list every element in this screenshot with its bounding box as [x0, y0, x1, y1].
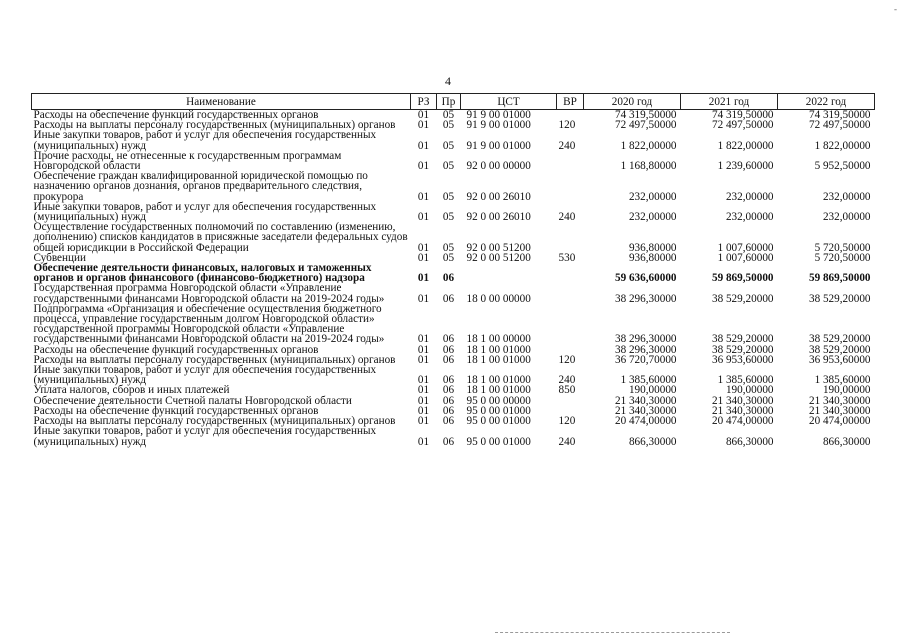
table-row — [32, 263, 875, 283]
header-vr: ВР — [557, 94, 584, 110]
row-cst: 95 0 00 00000 — [466, 394, 531, 407]
row-cst: 92 0 00 26010 — [466, 211, 531, 224]
row-2022: 38 529,20000 — [808, 343, 871, 356]
row-2022: 232,00000 — [822, 211, 871, 224]
row-pr: 05 — [442, 211, 455, 224]
row-pr: 05 — [442, 119, 455, 132]
row-2020: 74 319,50000 — [614, 109, 677, 121]
table-body — [32, 110, 875, 447]
row-2020: 38 296,30000 — [614, 292, 677, 305]
row-2022: 232,00000 — [822, 190, 871, 203]
row-name: Расходы на выплаты персоналу государственных (муниципальных) органов — [33, 353, 396, 366]
row-cst: 92 0 00 26010 — [466, 190, 531, 203]
header-name: Наименование — [32, 94, 411, 110]
table-row — [32, 130, 875, 150]
row-2020: 36 720,70000 — [614, 353, 677, 366]
row-rz: 01 — [417, 374, 430, 387]
row-name: Иные закупки товаров, работ и услуг для обеспечения государственных (муниципальных) нужд — [33, 425, 377, 448]
budget-table — [31, 93, 875, 447]
row-cst: 92 0 00 51200 — [466, 241, 531, 254]
row-name: Расходы на обеспечение функций государственных органов — [33, 109, 319, 121]
table-row — [32, 171, 875, 202]
row-cst: 18 0 00 00000 — [466, 292, 531, 305]
row-name: Прочие расходы, не отнесенные к государственным программам Новгородской области — [33, 149, 342, 173]
row-2022: 38 529,20000 — [808, 333, 871, 346]
row-2022: 1 385,60000 — [814, 374, 871, 387]
row-2020: 1 822,00000 — [620, 139, 677, 152]
row-vr — [557, 283, 584, 303]
row-name: Подпрограмма «Организация и обеспечение осуществления бюджетного процесса, управление государственным долгом Новгородской области» государственной программы Новгородской области «Управление государственными финансами Новгородской области на 2019-2024 годы» — [33, 302, 385, 346]
row-rz: 01 — [417, 160, 430, 173]
row-rz: 01 — [417, 190, 430, 203]
row-rz: 01 — [417, 241, 430, 254]
row-rz: 01 — [417, 415, 430, 428]
row-2021: 20 474,00000 — [711, 415, 774, 428]
row-vr — [557, 396, 584, 406]
row-rz: 01 — [417, 251, 430, 264]
row-rz: 01 — [417, 384, 430, 397]
row-vr: 120 — [558, 415, 576, 428]
row-pr: 06 — [442, 333, 455, 346]
row-cst: 95 0 00 01000 — [466, 415, 531, 428]
row-2022: 59 869,50000 — [808, 272, 871, 285]
row-2021: 232,00000 — [725, 190, 774, 203]
row-rz: 01 — [417, 353, 430, 366]
row-2022: 72 497,50000 — [808, 119, 871, 132]
row-2022: 5 952,50000 — [814, 160, 871, 173]
header-rz: РЗ — [411, 94, 437, 110]
header-2021: 2021 год — [681, 94, 778, 110]
row-rz: 01 — [417, 394, 430, 407]
row-2021: 38 529,20000 — [711, 333, 774, 346]
row-pr: 05 — [442, 190, 455, 203]
row-vr: 240 — [558, 374, 576, 387]
row-rz: 01 — [417, 404, 430, 417]
row-2021: 38 529,20000 — [711, 343, 774, 356]
row-cst: 92 0 00 00000 — [466, 160, 531, 173]
row-cst: 91 9 00 01000 — [466, 139, 531, 152]
row-2021: 21 340,30000 — [711, 394, 774, 407]
row-2021: 1 822,00000 — [717, 139, 774, 152]
table-row — [32, 222, 875, 253]
row-pr: 06 — [442, 384, 455, 397]
row-pr: 05 — [442, 139, 455, 152]
row-2020: 190,00000 — [628, 384, 677, 397]
row-name: Обеспечение деятельности Счетной палаты Новгородской области — [33, 394, 352, 407]
row-vr — [557, 263, 584, 283]
row-pr: 06 — [442, 353, 455, 366]
row-2021: 74 319,50000 — [711, 109, 774, 121]
row-2020: 232,00000 — [628, 190, 677, 203]
row-name: Иные закупки товаров, работ и услуг для обеспечения государственных (муниципальных) нужд — [33, 129, 377, 152]
row-cst: 91 9 00 01000 — [466, 119, 531, 132]
row-pr: 06 — [442, 404, 455, 417]
row-rz: 01 — [417, 119, 430, 132]
row-name: Иные закупки товаров, работ и услуг для обеспечения государственных (муниципальных) нужд — [33, 200, 377, 224]
row-pr: 05 — [442, 109, 455, 121]
row-2021: 1 007,60000 — [717, 241, 774, 254]
row-cst: 95 0 00 01000 — [466, 435, 531, 448]
table-row — [32, 283, 875, 303]
page-number: 4 — [445, 74, 451, 88]
row-vr — [557, 304, 584, 345]
row-2020: 1 168,80000 — [620, 160, 677, 173]
row-cst: 18 1 00 00000 — [466, 333, 531, 346]
row-name: Государственная программа Новгородской области «Управление государственными финансами Новгородской области на 2019-2024 годы» — [33, 282, 385, 305]
row-rz: 01 — [417, 435, 430, 448]
header-pr: Пр — [437, 94, 461, 110]
scan-artifact — [495, 632, 730, 635]
row-cst: 18 1 00 01000 — [466, 353, 531, 366]
row-cst: 18 1 00 01000 — [466, 374, 531, 387]
row-vr — [557, 222, 584, 253]
row-2021: 59 869,50000 — [711, 272, 774, 285]
row-rz: 01 — [417, 333, 430, 346]
row-2022: 38 529,20000 — [808, 292, 871, 305]
row-vr: 240 — [558, 435, 576, 448]
row-rz: 01 — [417, 139, 430, 152]
row-cst: 92 0 00 51200 — [466, 251, 531, 264]
row-name: Субвенции — [33, 251, 86, 264]
row-pr: 06 — [442, 374, 455, 387]
table-header-row — [32, 94, 875, 110]
row-2020: 936,80000 — [628, 241, 677, 254]
row-2021: 190,00000 — [725, 384, 774, 397]
row-2021: 232,00000 — [725, 211, 774, 224]
row-2020: 21 340,30000 — [614, 404, 677, 417]
row-cst: 18 1 00 01000 — [466, 343, 531, 356]
table-row — [32, 365, 875, 385]
row-rz: 01 — [417, 292, 430, 305]
row-2022: 20 474,00000 — [808, 415, 871, 428]
row-2021: 36 953,60000 — [711, 353, 774, 366]
row-2021: 1 007,60000 — [717, 251, 774, 264]
row-pr: 06 — [442, 435, 455, 448]
row-name: Расходы на выплаты персоналу государственных (муниципальных) органов — [33, 415, 396, 428]
row-2022: 36 953,60000 — [808, 353, 871, 366]
row-2021: 1 385,60000 — [717, 374, 774, 387]
row-cst: 18 1 00 01000 — [466, 384, 531, 397]
row-vr: 120 — [558, 119, 576, 132]
row-2021: 21 340,30000 — [711, 404, 774, 417]
row-2020: 20 474,00000 — [614, 415, 677, 428]
row-2022: 74 319,50000 — [808, 109, 871, 121]
row-2022: 5 720,50000 — [814, 241, 871, 254]
table-row — [32, 202, 875, 222]
row-2022: 866,30000 — [822, 435, 871, 448]
row-cst: 91 9 00 01000 — [466, 109, 531, 121]
row-name: Осуществление государственных полномочий по составлению (изменению, дополнению) списков кандидатов в присяжные заседатели федеральных судов общей юрисдикции в Российской Федерации — [33, 221, 408, 254]
row-2020: 59 636,60000 — [614, 272, 677, 285]
row-name: Расходы на обеспечение функций государственных органов — [33, 343, 319, 356]
row-2020: 72 497,50000 — [614, 119, 677, 132]
row-rz: 01 — [417, 343, 430, 356]
row-name: Расходы на выплаты персоналу государственных (муниципальных) органов — [33, 119, 396, 132]
row-2020: 38 296,30000 — [614, 343, 677, 356]
table-row — [32, 426, 875, 446]
header-cst: ЦСТ — [461, 94, 557, 110]
row-pr: 06 — [442, 272, 455, 285]
row-pr: 06 — [442, 292, 455, 305]
row-name: Уплата налогов, сборов и иных платежей — [33, 384, 230, 397]
row-2020: 38 296,30000 — [614, 333, 677, 346]
row-vr — [557, 171, 584, 202]
row-vr: 240 — [558, 211, 576, 224]
row-vr: 530 — [558, 251, 576, 264]
row-name: Обеспечение деятельности финансовых, налоговых и таможенных органов и органов финансового (финансово-бюджетного) надзора — [33, 262, 372, 285]
table-row — [32, 304, 875, 345]
row-name: Обеспечение граждан квалифицированной юридической помощью по назначению органов дознания, органов предварительного следствия, прокурора — [33, 170, 368, 203]
row-2021: 38 529,20000 — [711, 292, 774, 305]
row-2021: 866,30000 — [725, 435, 774, 448]
row-pr: 05 — [442, 241, 455, 254]
row-2020: 21 340,30000 — [614, 394, 677, 407]
row-2022: 5 720,50000 — [814, 251, 871, 264]
row-rz: 01 — [417, 109, 430, 121]
row-vr: 240 — [558, 139, 576, 152]
row-vr: 120 — [558, 353, 576, 366]
row-2022: 21 340,30000 — [808, 404, 871, 417]
row-2020: 936,80000 — [628, 251, 677, 264]
row-cst: 95 0 00 01000 — [466, 404, 531, 417]
row-pr: 06 — [442, 415, 455, 428]
row-vr: 850 — [558, 384, 576, 397]
row-pr: 06 — [442, 343, 455, 356]
row-2022: 190,00000 — [822, 384, 871, 397]
row-2021: 1 239,60000 — [717, 160, 774, 173]
row-2021: 72 497,50000 — [711, 119, 774, 132]
row-rz: 01 — [417, 272, 430, 285]
header-2022: 2022 год — [778, 94, 875, 110]
row-2020: 1 385,60000 — [620, 374, 677, 387]
edge-mark: - — [894, 4, 897, 14]
row-name: Расходы на обеспечение функций государственных органов — [33, 404, 319, 417]
row-pr: 05 — [442, 160, 455, 173]
row-pr: 06 — [442, 394, 455, 407]
row-name: Иные закупки товаров, работ и услуг для обеспечения государственных (муниципальных) нужд — [33, 364, 377, 387]
row-rz: 01 — [417, 211, 430, 224]
row-2020: 232,00000 — [628, 211, 677, 224]
row-vr — [557, 151, 584, 171]
row-2020: 866,30000 — [628, 435, 677, 448]
row-pr: 05 — [442, 251, 455, 264]
row-cst — [461, 263, 557, 283]
table-row — [32, 151, 875, 171]
row-2022: 1 822,00000 — [814, 139, 871, 152]
header-2020: 2020 год — [584, 94, 681, 110]
row-2022: 21 340,30000 — [808, 394, 871, 407]
